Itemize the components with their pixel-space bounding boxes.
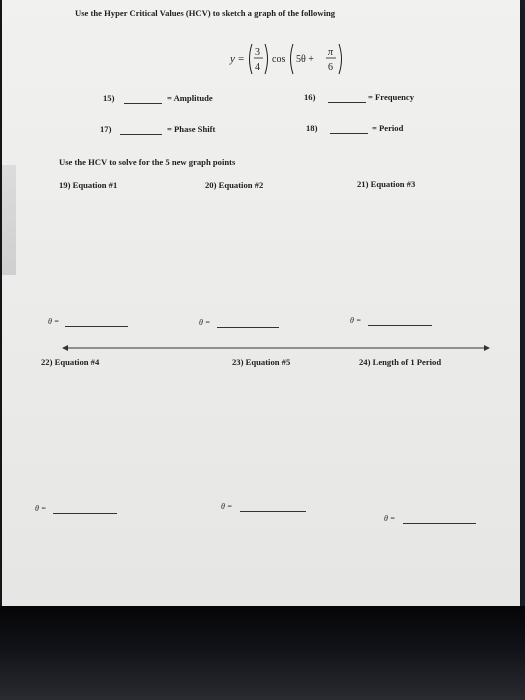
q15-label: = Amplitude <box>167 93 213 103</box>
period-answer-line[interactable] <box>403 523 476 524</box>
eq-coef-num: 3 <box>255 47 260 58</box>
equation <box>230 40 350 78</box>
eq-phase-den: 6 <box>328 62 333 73</box>
worksheet-title: Use the Hyper Critical Values (HCV) to sketch a graph of the following <box>75 8 336 18</box>
svg-text:=: = <box>238 53 245 65</box>
q17-answer-line[interactable] <box>120 134 162 135</box>
graph-axis <box>62 339 490 347</box>
q18-answer-line[interactable] <box>330 133 368 134</box>
floor-background <box>0 650 525 700</box>
q15-answer-line[interactable] <box>124 103 162 104</box>
q17-label: = Phase Shift <box>167 124 216 134</box>
worksheet-page <box>2 0 520 606</box>
eq-inner: 5θ + <box>296 54 314 65</box>
period-length-label: 24) Length of 1 Period <box>359 357 442 367</box>
theta-3-label: θ = <box>350 316 362 325</box>
eq-lhs: y <box>230 53 235 65</box>
equation-2-label: 20) Equation #2 <box>205 180 264 190</box>
equation-4-label: 22) Equation #4 <box>41 357 100 367</box>
equation-1-label: 19) Equation #1 <box>59 180 118 190</box>
theta-4-label: θ = <box>35 504 47 513</box>
q15-number: 15) <box>103 93 115 103</box>
q18-label: = Period <box>372 123 404 133</box>
eq-phase-num: π <box>328 47 334 58</box>
equation-3-label: 21) Equation #3 <box>357 179 416 189</box>
theta-4-answer-line[interactable] <box>53 513 117 514</box>
theta-period-label: θ = <box>384 514 396 523</box>
q18-number: 18) <box>306 123 318 133</box>
eq-func: cos <box>272 54 286 65</box>
theta-2-answer-line[interactable] <box>217 327 279 328</box>
q17-number: 17) <box>100 124 112 134</box>
page-edge <box>2 165 16 275</box>
q16-answer-line[interactable] <box>328 102 366 103</box>
theta-1-answer-line[interactable] <box>65 326 128 327</box>
q16-label: = Frequency <box>368 92 415 102</box>
equation-5-label: 23) Equation #5 <box>232 357 291 367</box>
theta-5-answer-line[interactable] <box>240 511 306 512</box>
eq-coef-den: 4 <box>255 62 260 73</box>
instruction-text: Use the HCV to solve for the 5 new graph points <box>59 157 236 167</box>
q16-number: 16) <box>304 92 316 102</box>
theta-1-label: θ = <box>48 317 60 326</box>
theta-3-answer-line[interactable] <box>368 325 432 326</box>
theta-5-label: θ = <box>221 502 233 511</box>
theta-2-label: θ = <box>199 318 211 327</box>
